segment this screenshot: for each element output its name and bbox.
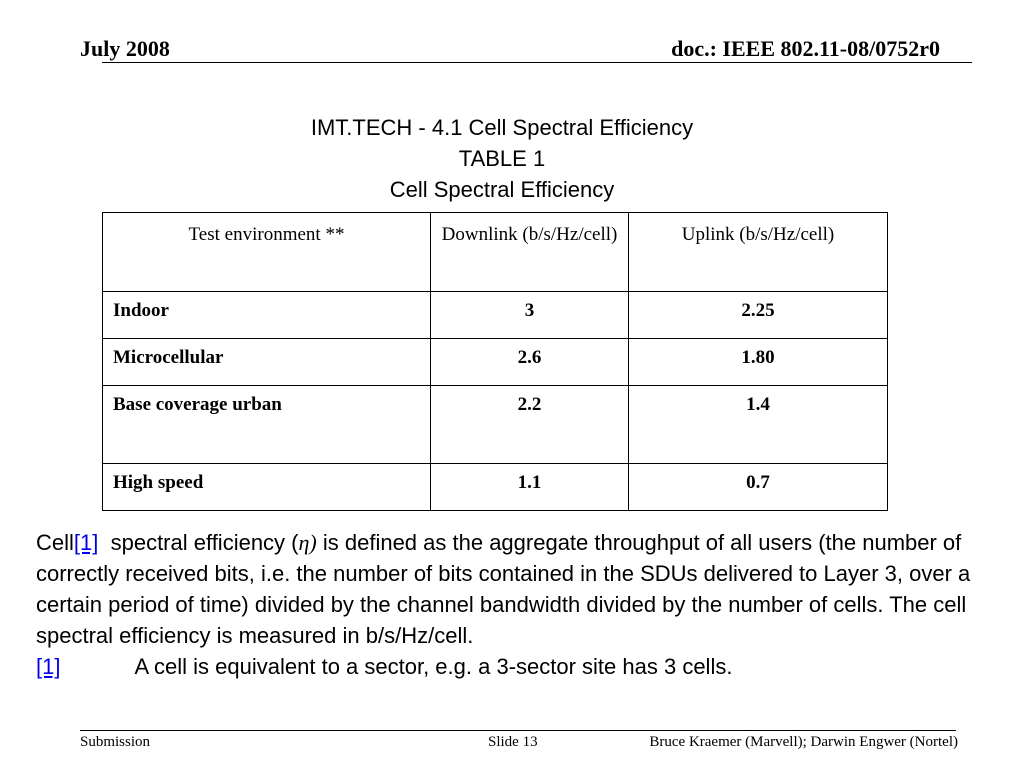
slide-title (0, 112, 1004, 205)
definition-paragraph (36, 527, 996, 651)
table-cell-environment: Indoor (103, 292, 431, 339)
footnote (36, 651, 996, 682)
table-cell-downlink: 2.2 (431, 386, 629, 464)
table-row (103, 386, 888, 464)
footnote-ref-link[interactable]: [1] (73, 530, 99, 555)
table-cell-environment: Base coverage urban (103, 386, 431, 464)
table-cell-downlink: 2.6 (431, 339, 629, 386)
header-doc-id: doc.: IEEE 802.11-08/0752r0 (671, 36, 940, 61)
table-row (103, 339, 888, 386)
table-cell-environment: Microcellular (103, 339, 431, 386)
title-line-3: Cell Spectral Efficiency (389, 177, 615, 202)
eta-symbol: η) (298, 530, 317, 555)
table-header-cell: Downlink (b/s/Hz/cell) (431, 213, 629, 292)
table-header-row (103, 213, 888, 292)
table-cell-uplink: 2.25 (629, 292, 888, 339)
footer-rule (80, 730, 956, 731)
title-line-2: TABLE 1 (458, 146, 546, 171)
table-row (103, 292, 888, 339)
definition-mid: spectral efficiency ( (98, 530, 299, 555)
table-cell-uplink: 0.7 (629, 464, 888, 511)
table-cell-downlink: 3 (431, 292, 629, 339)
table-row (103, 464, 888, 511)
table-cell-downlink: 1.1 (431, 464, 629, 511)
footer-authors: Bruce Kraemer (Marvell); Darwin Engwer (Nortel) (649, 734, 958, 750)
footnote-text: A cell is equivalent to a sector, e.g. a 3-sector site has 3 cells. (134, 654, 733, 679)
footer-submission: Submission (80, 734, 151, 750)
definition-rest: is defined as the aggregate throughput of all users (the number of correctly received bits, i.e. the number of bits contained in the SDUs delivered to Layer 3, over a certain period of time) divided by the channel bandwidth divided by the number of cells. The cell spectral efficiency is measured in b/s/Hz/cell. (36, 530, 971, 648)
table-header-cell: Uplink (b/s/Hz/cell) (629, 213, 888, 292)
footnote-label-link[interactable]: [1] (36, 654, 61, 679)
table-cell-uplink: 1.80 (629, 339, 888, 386)
footer-slide-number: Slide 13 (488, 734, 538, 750)
title-line-1: IMT.TECH - 4.1 Cell Spectral Efficiency (310, 115, 694, 140)
definition-text (36, 527, 996, 682)
table-cell-environment: High speed (103, 464, 431, 511)
table-cell-uplink: 1.4 (629, 386, 888, 464)
table-header-cell: Test environment ** (103, 213, 431, 292)
definition-start: Cell (36, 530, 74, 555)
header-date: July 2008 (80, 36, 170, 61)
spectral-efficiency-table (102, 212, 888, 511)
header-rule (102, 62, 972, 63)
